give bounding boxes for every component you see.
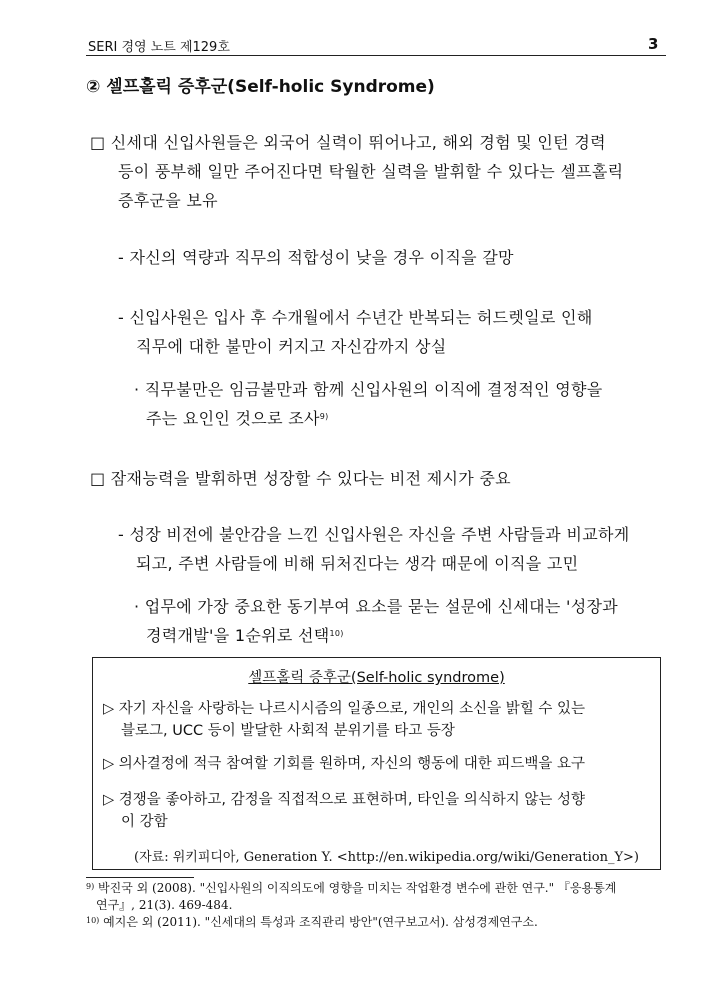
box-item-1-line-2: 블로그, UCC 등이 발달한 사회적 분위기를 타고 등장 xyxy=(121,723,455,739)
paragraph-1-line-3: 증후군을 보유 xyxy=(118,191,218,210)
footnote-9-line-2: 연구』, 21(3). 469-484. xyxy=(96,898,233,912)
section-title: ② 셀프홀릭 증후군(Self-holic Syndrome) xyxy=(86,77,435,97)
footnote-10-mark: 10) xyxy=(86,916,100,925)
footnote-ref-10: 10) xyxy=(329,629,344,638)
header-divider xyxy=(86,55,666,56)
box-item-3-line-2: 이 강함 xyxy=(121,814,168,830)
footnote-9 xyxy=(86,880,676,897)
footnote-divider xyxy=(86,877,194,878)
box-item-1-line-1: ▷ 자기 자신을 사랑하는 나르시시즘의 일종으로, 개인의 소신을 밝힐 수 있는 xyxy=(103,701,586,717)
footnote-ref-9: 9) xyxy=(319,412,329,421)
footnote-9-line-1: 박진국 외 (2008). "신입사원의 이직의도에 영향을 미치는 작업환경 변수에 관한 연구." 『응용통계 xyxy=(98,881,617,895)
header-title: SERI 경영 노트 제129호 xyxy=(88,40,230,55)
paragraph-2: □ 잠재능력을 발휘하면 성장할 수 있다는 비전 제시가 중요 xyxy=(90,469,511,488)
dash-item-3-line-2: 되고, 주변 사람들에 비해 뒤처진다는 생각 때문에 이직을 고민 xyxy=(136,554,579,573)
footnote-10-line-1: 예지은 외 (2011). "신세대의 특성과 조직관리 방안"(연구보고서). 삼성경제연구소. xyxy=(103,915,538,929)
footnote-9-mark: 9) xyxy=(86,882,95,891)
paragraph-1-line-2: 등이 풍부해 일만 주어진다면 탁월한 실력을 발휘할 수 있다는 셀프홀릭 xyxy=(118,162,624,181)
bullet-item-1-line-2: 주는 요인인 것으로 조사$^{9)}$ xyxy=(146,409,329,428)
dash-item-1: - 자신의 역량과 직무의 적합성이 낮을 경우 이직을 갈망 xyxy=(118,248,514,267)
paragraph-1-line-1: □ 신세대 신입사원들은 외국어 실력이 뛰어나고, 해외 경험 및 인턴 경력 xyxy=(90,133,606,152)
bullet-item-2-line-1: · 업무에 가장 중요한 동기부여 요소를 묻는 설문에 신세대는 '성장과 xyxy=(134,597,618,616)
dash-item-2-line-2: 직무에 대한 불만이 커지고 자신감까지 상실 xyxy=(136,337,447,356)
bullet-item-2-line-2: 경력개발'을 1순위로 선택$^{10)}$ xyxy=(146,626,344,645)
box-item-2: ▷ 의사결정에 적극 참여할 기회를 원하며, 자신의 행동에 대한 피드백을 요구 xyxy=(103,756,586,772)
page-number: 3 xyxy=(648,35,659,53)
box-item-3-line-1: ▷ 경쟁을 좋아하고, 감정을 직접적으로 표현하며, 타인을 의식하지 않는 성향 xyxy=(103,792,586,808)
footnote-10 xyxy=(86,914,676,931)
dash-item-3-line-1: - 성장 비전에 불안감을 느낀 신입사원은 자신을 주변 사람들과 비교하게 xyxy=(118,525,630,544)
box-title: 셀프홀릭 증후군(Self-holic syndrome) xyxy=(248,670,505,686)
bullet-item-1-line-1: · 직무불만은 임금불만과 함께 신입사원의 이직에 결정적인 영향을 xyxy=(134,380,603,399)
dash-item-2-line-1: - 신입사원은 입사 후 수개월에서 수년간 반복되는 허드렛일로 인해 xyxy=(118,308,593,327)
definition-box xyxy=(92,657,661,870)
box-source: (자료: 위키피디아, Generation Y. <http://en.wikipedia.org/wiki/Generation_Y>) xyxy=(134,850,639,865)
